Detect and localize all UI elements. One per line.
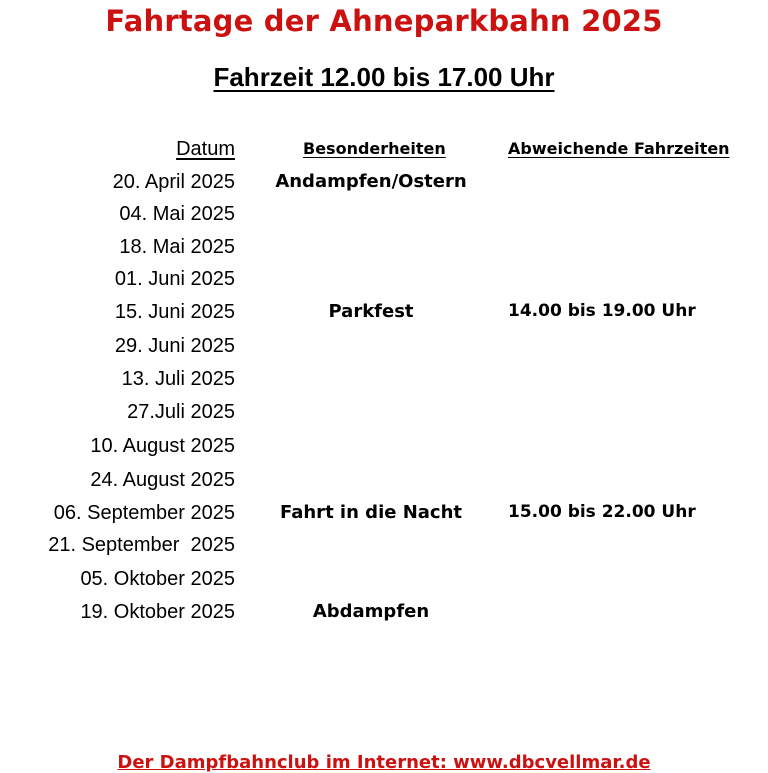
footer-website-link[interactable]: Der Dampfbahnclub im Internet: www.dbcvellmar.de xyxy=(117,752,651,773)
row-special: Andampfen/Ostern xyxy=(275,171,467,192)
row-date: 15. Juni 2025 xyxy=(114,301,235,323)
row-special: Parkfest xyxy=(328,301,414,322)
table-row xyxy=(0,401,768,434)
row-date: 05. Oktober 2025 xyxy=(80,568,235,590)
row-date: 29. Juni 2025 xyxy=(114,335,235,357)
column-header-abweichende-fahrzeiten: Abweichende Fahrzeiten xyxy=(508,139,730,158)
row-date: 13. Juli 2025 xyxy=(121,368,235,390)
table-row xyxy=(0,502,768,535)
table-row xyxy=(0,534,768,567)
table-row xyxy=(0,268,768,301)
table-row xyxy=(0,368,768,401)
row-time: 14.00 bis 19.00 Uhr xyxy=(508,301,696,321)
row-date: 18. Mai 2025 xyxy=(119,236,235,258)
table-row xyxy=(0,203,768,236)
table-row xyxy=(0,435,768,468)
row-date: 06. September 2025 xyxy=(53,502,235,524)
row-date: 24. August 2025 xyxy=(90,469,235,491)
table-row xyxy=(0,335,768,368)
page-subtitle: Fahrzeit 12.00 bis 17.00 Uhr xyxy=(213,62,555,92)
table-row xyxy=(0,301,768,334)
table-row xyxy=(0,601,768,634)
row-special: Abdampfen xyxy=(312,601,430,622)
row-date: 10. August 2025 xyxy=(90,435,235,457)
page-title: Fahrtage der Ahneparkbahn 2025 xyxy=(105,4,663,38)
row-date: 27.Juli 2025 xyxy=(127,401,235,423)
row-special: Fahrt in die Nacht xyxy=(279,502,463,523)
row-date: 19. Oktober 2025 xyxy=(80,601,235,623)
table-row xyxy=(0,469,768,502)
row-date: 20. April 2025 xyxy=(112,171,235,193)
table-row xyxy=(0,568,768,601)
row-date: 21. September 2025 xyxy=(48,534,235,556)
row-time: 15.00 bis 22.00 Uhr xyxy=(508,502,696,522)
row-date: 01. Juni 2025 xyxy=(114,268,235,290)
column-header-besonderheiten: Besonderheiten xyxy=(303,139,446,158)
table-row xyxy=(0,171,768,204)
table-row xyxy=(0,236,768,269)
row-date: 04. Mai 2025 xyxy=(119,203,235,225)
column-header-datum: Datum xyxy=(176,138,235,160)
